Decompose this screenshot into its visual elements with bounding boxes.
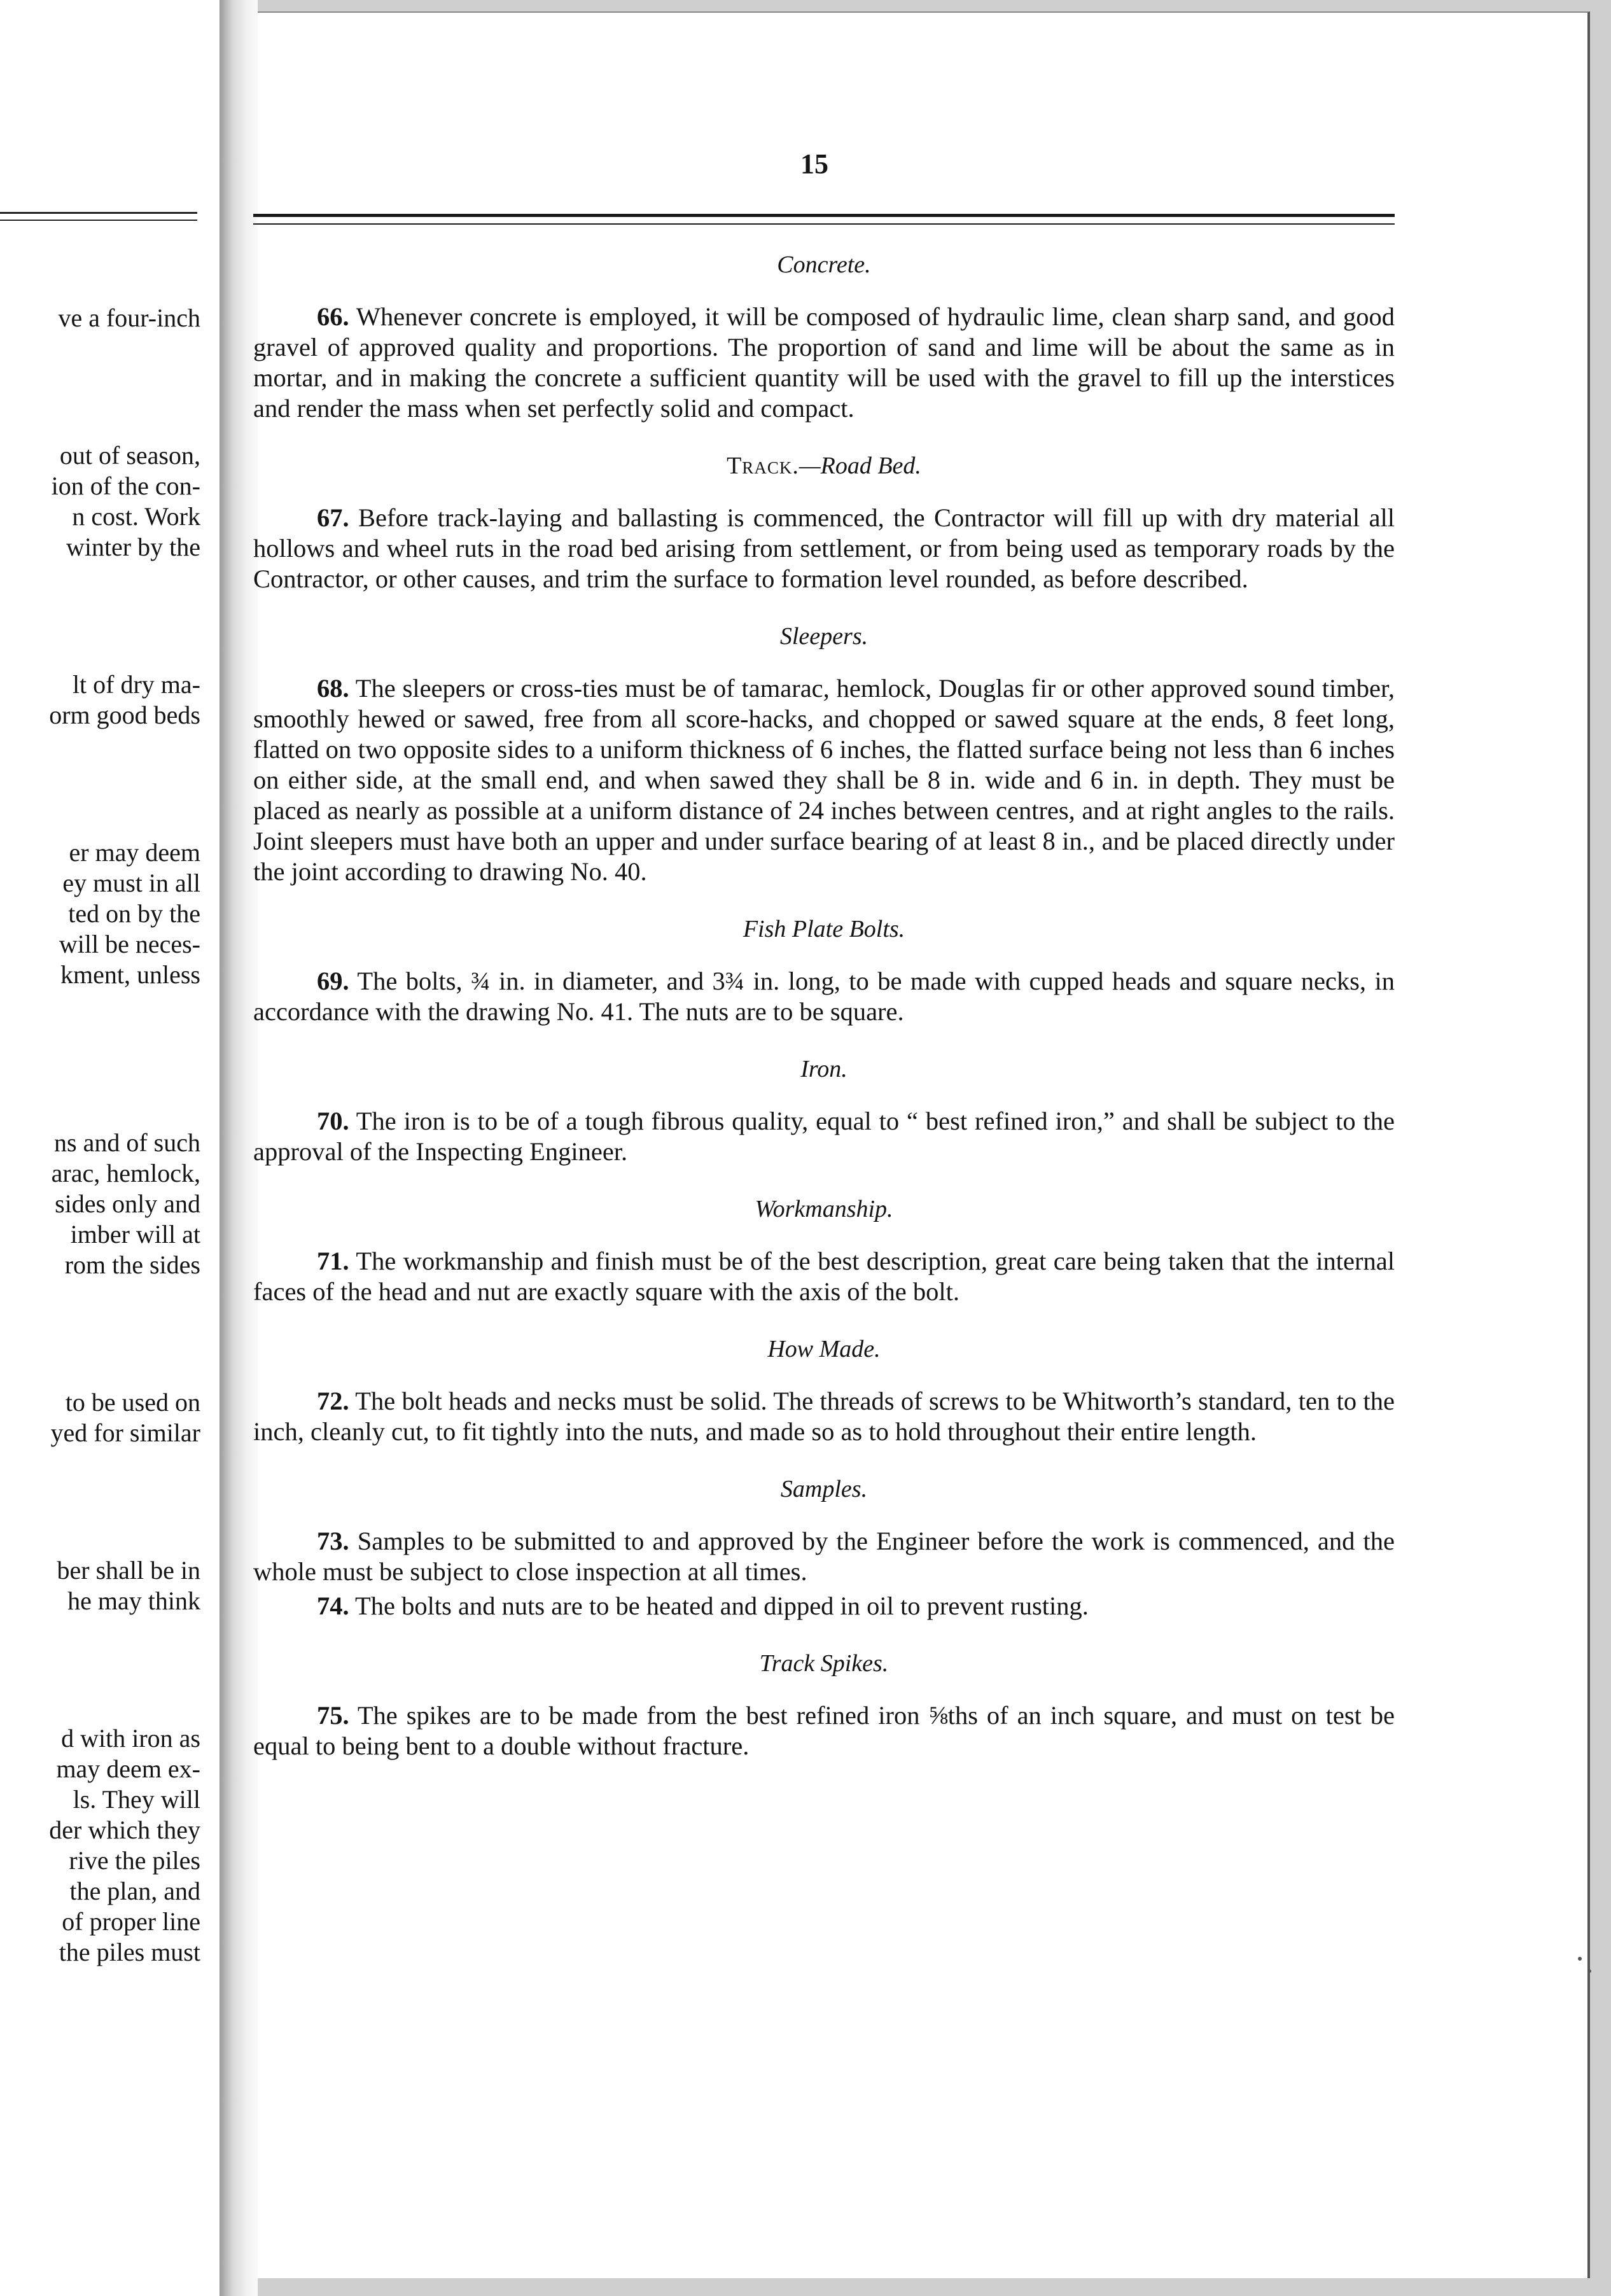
clause-paragraph	[253, 503, 1395, 594]
left-page-line: the piles must	[59, 1938, 200, 1966]
clause-number: 75.	[317, 1701, 349, 1730]
clause-text: The sleepers or cross-ties must be of tamarac, hemlock, Douglas fir or other approved sound timber, smoothly hewed or sawed, free from all score-hacks, and chopped or sawed square at the ends, 8 feet long, flatted on two opposite sides to a uniform thickness of 6 inches, the flatted surface being not less than 6 inches on either side, at the small end, and when sawed they shall be 8 in. wide and 6 in. in depth. They must be placed as nearly as possible at a uniform distance of 24 inches between centres, and at right angles to the rails. Joint sleepers must have both an upper and under surface bearing of at least 8 in., and be placed directly under the joint according to drawing No. 40.	[253, 674, 1395, 886]
left-page-fragment	[0, 0, 220, 2296]
left-page-line: winter by the	[66, 533, 200, 561]
left-page-line: arac, hemlock,	[51, 1159, 200, 1187]
page-body	[253, 247, 1395, 1786]
clause-text: Whenever concrete is employed, it will be composed of hydraulic lime, clean sharp sand, and good gravel of approved quality and proportions. The proportion of sand and lime will be about the same as in mortar, and in making the concrete a sufficient quantity will be used with the gravel to fill up the interstices and render the mass when set perfectly solid and compact.	[253, 302, 1395, 423]
left-page-line: sides only and	[55, 1189, 200, 1218]
clause-number: 68.	[317, 674, 349, 703]
book-gutter	[220, 0, 258, 2296]
section-heading-text: —Road Bed.	[799, 452, 921, 479]
clause-text: Samples to be submitted to and approved by the Engineer before the work is commenced, and the whole must be subject to close inspection at all times.	[253, 1527, 1395, 1586]
clause-text: The bolt heads and necks must be solid. The threads of screws to be Whitworth’s standard, ten to the inch, cleanly cut, to fit tightly into the nuts, and made so as to hold throughout their entire length.	[253, 1387, 1395, 1446]
left-page-line: ns and of such	[54, 1128, 200, 1157]
clause-number: 74.	[317, 1592, 349, 1620]
clause-number: 67.	[317, 503, 349, 532]
left-page-line: he may think	[67, 1586, 200, 1615]
clause-paragraph	[253, 673, 1395, 887]
clause-paragraph	[253, 966, 1395, 1027]
clause-number: 69.	[317, 967, 349, 995]
clause-text: The iron is to be of a tough fibrous quality, equal to “ best refined iron,” and shall be subject to the approval of the Inspecting Engineer.	[253, 1107, 1395, 1166]
left-page-line: der which they	[49, 1816, 200, 1844]
section-heading-text: Iron.	[800, 1056, 847, 1082]
clause-paragraph	[253, 1246, 1395, 1307]
clause-text: The bolts, ¾ in. in diameter, and 3¾ in. long, to be made with cupped heads and square necks, in accordance with the drawing No. 41. The nuts are to be square.	[253, 967, 1395, 1026]
section-heading	[253, 247, 1395, 283]
left-page-line: out of season,	[59, 441, 200, 470]
section-heading-text: Workmanship.	[755, 1196, 893, 1222]
section-heading	[253, 619, 1395, 654]
clause-paragraph	[253, 1106, 1395, 1167]
left-page-line: ber shall be in	[57, 1556, 200, 1585]
clause-text: Before track-laying and ballasting is commenced, the Contractor will fill up with dry material all hollows and wheel ruts in the road bed arising from settlement, or from being used as temporary roads by the Contractor, or other causes, and trim the surface to formation level rounded, as before described.	[253, 503, 1395, 593]
left-page-line: lt of dry ma-	[72, 670, 200, 699]
section-heading	[253, 1331, 1395, 1367]
clause-number: 73.	[317, 1527, 349, 1555]
clause-number: 66.	[317, 302, 349, 331]
left-page-line: will be neces-	[59, 930, 200, 958]
clause-paragraph	[253, 302, 1395, 424]
left-page-line: ls. They will	[73, 1785, 200, 1814]
left-page-line: ion of the con-	[51, 472, 200, 500]
clause-text: The workmanship and finish must be of the best description, great care being taken that the internal faces of the head and nut are exactly square with the axis of the bolt.	[253, 1247, 1395, 1306]
clause-paragraph	[253, 1526, 1395, 1587]
left-page-line: ted on by the	[68, 899, 200, 928]
clause-text: The bolts and nuts are to be heated and dipped in oil to prevent rusting.	[355, 1592, 1089, 1620]
left-page-line: of proper line	[62, 1907, 200, 1936]
left-page-line: d with iron as	[61, 1724, 200, 1753]
left-page-line: orm good beds	[49, 701, 200, 729]
section-heading-text: How Made.	[767, 1336, 881, 1362]
section-heading	[253, 448, 1395, 484]
clause-text: The spikes are to be made from the best refined iron ⅝ths of an inch square, and must on test be equal to being bent to a double without fracture.	[253, 1701, 1395, 1760]
left-page-line: rom the sides	[64, 1250, 200, 1279]
left-page-line: yed for similar	[50, 1418, 200, 1447]
left-page-line: n cost. Work	[72, 502, 200, 531]
section-heading-text: Concrete.	[777, 251, 871, 278]
section-heading	[253, 1471, 1395, 1507]
clause-paragraph	[253, 1591, 1395, 1621]
page-number: 15	[800, 148, 828, 179]
clause-paragraph	[253, 1700, 1395, 1761]
left-page-line: rive the piles	[69, 1846, 200, 1875]
section-heading	[253, 1646, 1395, 1681]
left-page-line: ey must in all	[62, 869, 200, 897]
clause-number: 71.	[317, 1247, 349, 1275]
speck	[1588, 1970, 1591, 1973]
section-heading	[253, 1191, 1395, 1227]
speck	[1578, 1957, 1582, 1961]
section-heading	[253, 911, 1395, 947]
section-heading-smallcaps: Track.	[727, 452, 799, 479]
left-page-line: may deem ex-	[56, 1754, 200, 1783]
left-page-line: imber will at	[70, 1220, 200, 1249]
section-heading	[253, 1051, 1395, 1087]
clause-paragraph	[253, 1386, 1395, 1447]
section-heading-text: Samples.	[780, 1476, 868, 1502]
left-page-line: ve a four-inch	[58, 304, 200, 332]
clause-number: 70.	[317, 1107, 349, 1135]
section-heading-text: Track Spikes.	[759, 1650, 889, 1677]
left-header-rule	[0, 212, 197, 221]
clause-number: 72.	[317, 1387, 349, 1415]
left-page-line: to be used on	[65, 1388, 200, 1417]
left-page-line: kment, unless	[60, 960, 200, 989]
left-page-line: the plan, and	[69, 1877, 200, 1905]
header-rule	[253, 214, 1395, 225]
section-heading-text: Fish Plate Bolts.	[743, 916, 905, 942]
left-page-line: er may deem	[69, 838, 200, 867]
section-heading-text: Sleepers.	[779, 623, 868, 650]
